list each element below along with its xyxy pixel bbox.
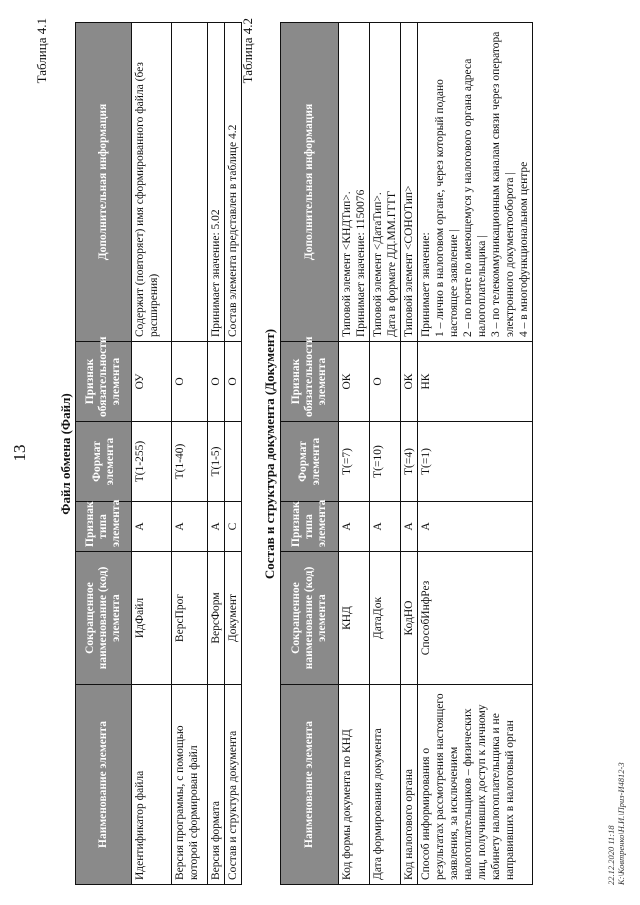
info-line: 4 – в многофункциональном центре: [518, 161, 530, 337]
header-type: Признак типа элемента: [281, 502, 339, 552]
cell-type: А: [339, 502, 370, 552]
cell-format: T(=1): [418, 422, 533, 502]
footer-timestamp: 22.12.2020 11:18: [606, 825, 616, 885]
cell-code: СпособИнфРез: [418, 552, 533, 685]
cell-format: T(=7): [339, 422, 370, 502]
info-line: 3 – по телекоммуникационным каналам связи через оператора электронного документооборота |: [490, 31, 516, 337]
header-code: Сокращенное наименование (код) элемента: [76, 552, 132, 685]
cell-format: [225, 422, 242, 502]
cell-code: ДатаДок: [370, 552, 401, 685]
cell-required: О: [172, 342, 208, 422]
table-4-1: [75, 22, 242, 885]
cell-code: ВерсФорм: [208, 552, 225, 685]
header-info: Дополнительная информация: [76, 23, 132, 342]
table-row: [172, 23, 208, 885]
table-row: [208, 23, 225, 885]
cell-info: [418, 23, 533, 342]
info-line: Типовой элемент <ДатаТип>.: [372, 192, 384, 337]
header-name: Наименование элемента: [76, 685, 132, 885]
header-format: Формат элемента: [76, 422, 132, 502]
info-line: Принимает значение:: [420, 232, 432, 337]
cell-format: T(1-255): [132, 422, 172, 502]
info-line: Принимает значение: 1150076: [355, 189, 367, 337]
header-type: Признак типа элемента: [76, 502, 132, 552]
cell-info: [339, 23, 370, 342]
header-required: Признак обязательности элемента: [281, 342, 339, 422]
cell-type: А: [172, 502, 208, 552]
table-4-2-label: Таблица 4.2: [240, 18, 255, 84]
table-row: [225, 23, 242, 885]
cell-required: ОК: [401, 342, 418, 422]
cell-info: Принимает значение: 5.02: [208, 23, 225, 342]
cell-required: О: [370, 342, 401, 422]
header-name: Наименование элемента: [281, 685, 339, 885]
page-number: 13: [10, 444, 29, 462]
cell-info: Содержит (повторяет) имя сформированного файла (без расширения): [132, 23, 172, 342]
cell-required: ОУ: [132, 342, 172, 422]
cell-code: ИдФайл: [132, 552, 172, 685]
cell-type: А: [418, 502, 533, 552]
header-format: Формат элемента: [281, 422, 339, 502]
cell-code: ВерсПрог: [172, 552, 208, 685]
cell-type: С: [225, 502, 242, 552]
cell-required: ОК: [339, 342, 370, 422]
cell-name: Версия формата: [208, 685, 225, 885]
cell-code: Документ: [225, 552, 242, 685]
cell-name: Способ информирования о результатах рассмотрения настоящего заявления, за исключением налогоплательщиков – физических лиц, получивших доступ к личному кабинету налогоплательщика и не направивших в налоговый орган: [418, 685, 533, 885]
info-line: 1 – лично в налоговом органе, через который подано настоящее заявление |: [434, 79, 460, 337]
cell-format: T(1-5): [208, 422, 225, 502]
info-line: Типовой элемент <СОНОТип>: [403, 185, 415, 337]
cell-format: T(=10): [370, 422, 401, 502]
cell-format: T(1-40): [172, 422, 208, 502]
cell-required: О: [225, 342, 242, 422]
table-row: [418, 23, 533, 885]
header-code: Сокращенное наименование (код) элемента: [281, 552, 339, 685]
cell-required: О: [208, 342, 225, 422]
table-4-2: [280, 22, 533, 885]
cell-type: А: [208, 502, 225, 552]
cell-code: КНД: [339, 552, 370, 685]
cell-info: [172, 23, 208, 342]
table-4-1-caption: Файл обмена (Файл): [58, 393, 73, 515]
cell-format: T(=4): [401, 422, 418, 502]
cell-type: А: [401, 502, 418, 552]
cell-name: Идентификатор файла: [132, 685, 172, 885]
cell-code: КодНО: [401, 552, 418, 685]
cell-type: А: [370, 502, 401, 552]
document-footer: [606, 762, 626, 885]
cell-name: Состав и структура документа: [225, 685, 242, 885]
header-required: Признак обязательности элемента: [76, 342, 132, 422]
table-4-2-caption: Состав и структура документа (Документ): [262, 328, 277, 580]
cell-info: [401, 23, 418, 342]
info-line: 2 – по почте по имеющемуся у налогового органа адреса налогоплательщика |: [462, 58, 488, 337]
table-row: [370, 23, 401, 885]
info-line: Типовой элемент <КНДТип>.: [341, 191, 353, 337]
table-row: [339, 23, 370, 885]
table-row: [401, 23, 418, 885]
cell-name: Версия программы, с помощью которой сформирован файл: [172, 685, 208, 885]
cell-name: Код налогового органа: [401, 685, 418, 885]
table-row: [132, 23, 172, 885]
info-line: Дата в формате ДД.ММ.ГГГГ: [386, 190, 398, 337]
header-info: Дополнительная информация: [281, 23, 339, 342]
cell-info: Состав элемента представлен в таблице 4.2: [225, 23, 242, 342]
cell-required: НК: [418, 342, 533, 422]
cell-name: Код формы документа по КНД: [339, 685, 370, 885]
cell-type: А: [132, 502, 172, 552]
cell-info: [370, 23, 401, 342]
cell-name: Дата формирования документа: [370, 685, 401, 885]
table-4-1-label: Таблица 4.1: [34, 18, 49, 84]
footer-path: К:\Ковтренко\Н.И.\Приз-И4812-3: [616, 762, 626, 885]
